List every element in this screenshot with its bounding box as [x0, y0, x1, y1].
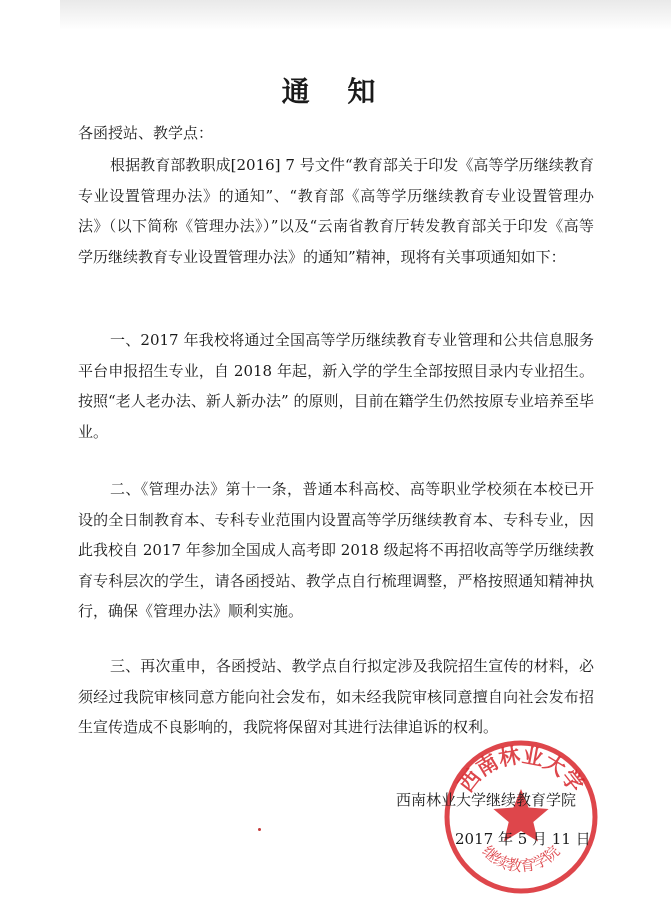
- seal-top-text: 西南林业大学: [453, 743, 589, 797]
- paragraph-item-1: 一、2017 年我校将通过全国高等学历继续教育专业管理和公共信息服务平台申报招生专业，自 2018 年起，新入学的学生全部按照目录内专业招生。按照“老人老办法、新人新办法” 的原则，目前在籍学生仍然按原专业培养至毕业。: [78, 331, 594, 441]
- seal-bottom-text: 继续教育学院: [478, 842, 564, 876]
- paragraph-item-3: 三、再次重申，各函授站、教学点自行拟定涉及我院招生宣传的材料，必须经过我院审核同意方能向社会发布，如未经我院审核同意擅自向社会发布招生宣传造成不良影响的，我院将保留对其进行法律追诉的权利。: [78, 657, 594, 736]
- paragraph-item-2: 二、《管理办法》第十一条，普通本科高校、高等职业学校须在本校已开设的全日制教育本、专科专业范围内设置高等学历继续教育本、专科专业，因此我校自 2017 年参加全国成人高考即 2018 级起将不再招收高等学历继续教育专科层次的学生，请各函授站、教学点自行梳理调整，严格按照通知精神执行，确保《管理办法》顺利实施。: [78, 480, 594, 620]
- ink-speck: [258, 828, 261, 831]
- signature-organization: 西南林业大学继续教育学院: [396, 791, 577, 809]
- paragraph-intro: 根据教育部教职成[2016] 7 号文件“教育部关于印发《高等学历继续教育专业设置管理办法》的通知”、“教育部《高等学历继续教育专业设置管理办法》（以下简称《管理办法》）”以及“云南省教育厅转发教育部关于印发《高等学历继续教育专业设置管理办法》的通知”精神，现将有关事项通知如下：: [78, 156, 594, 266]
- official-seal: [441, 737, 601, 897]
- document-date: 2017 年 5 月 11 日: [455, 830, 591, 848]
- scan-shadow: [60, 0, 671, 30]
- salutation: 各函授站、教学点：: [78, 124, 214, 142]
- document-title: 通 知: [281, 75, 390, 108]
